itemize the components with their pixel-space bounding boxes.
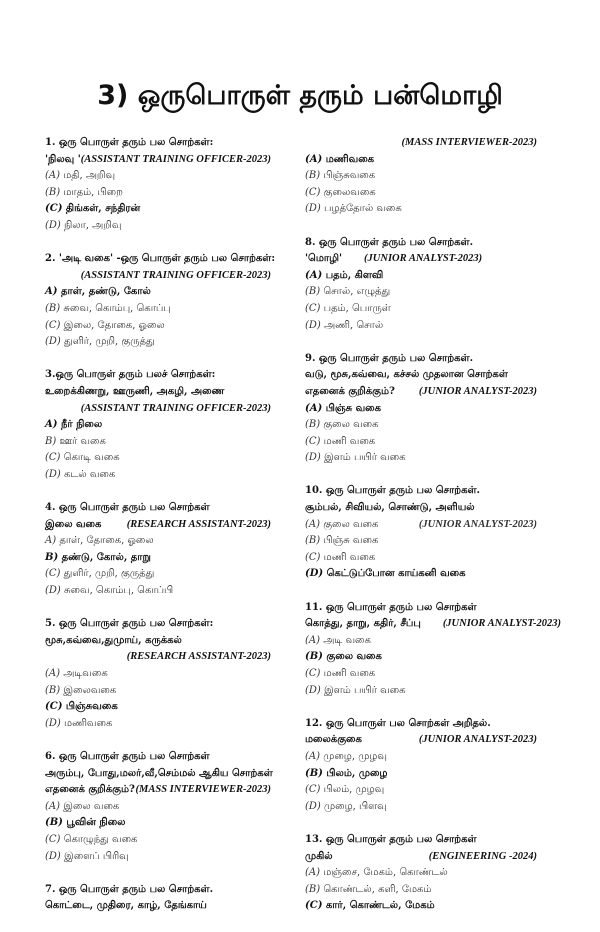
option-text: கடல் வகை — [64, 468, 116, 480]
option-letter: (A) — [45, 800, 61, 812]
option — [305, 434, 537, 451]
correct-option — [45, 550, 271, 567]
option-text: மணி வகை — [323, 551, 376, 563]
option-letter: (C) — [305, 551, 321, 563]
option — [45, 583, 271, 600]
correct-option — [305, 401, 537, 418]
exam-tag: (JUNIOR ANALYST-2023) — [364, 253, 483, 265]
correct-option — [45, 417, 271, 434]
correct-option — [305, 766, 537, 783]
option-letter: (D) — [305, 319, 321, 331]
question-text: இலை வகை — [45, 518, 102, 530]
option-letter: (A) — [305, 867, 321, 879]
option-letter: A) — [45, 535, 57, 547]
option-letter: (B) — [45, 817, 63, 829]
question-line — [45, 268, 271, 285]
exam-tag: (MASS INTERVIEWER-2023) — [135, 784, 271, 796]
option-text: பதம், கிளவி — [325, 269, 384, 281]
question-block — [45, 367, 271, 483]
question-text: அரும்பு, போது,மலர்,வீ,செம்மல் ஆகிய சொற்கள் — [45, 767, 273, 779]
question-block — [305, 600, 561, 700]
option-text: கொழுந்து வகை — [63, 833, 138, 845]
question-block — [45, 135, 271, 235]
option-text: இளம் பயிர் வகை — [324, 684, 406, 696]
option — [305, 882, 537, 899]
option-text: சொல், எழுத்து — [323, 286, 391, 298]
option-text: திங்கள், சந்திரன் — [65, 203, 141, 215]
option — [45, 185, 271, 202]
option-text: பிலம், முழவு — [323, 784, 385, 796]
option-text: மாதம், பிறை — [63, 186, 123, 198]
question-line — [305, 351, 537, 368]
question-line — [305, 235, 537, 252]
question-line — [305, 367, 537, 384]
question-line — [45, 401, 271, 418]
question-text: 11. ஒரு பொருள் தரும் பல சொற்கள் — [305, 601, 477, 613]
option-text: பிஞ்சு வகை — [323, 535, 379, 547]
option — [305, 533, 537, 550]
exam-tag: (JUNIOR ANALYST-2023) — [418, 518, 537, 530]
option-text: அடிவகை — [63, 668, 108, 679]
option-text: கார், கொண்டல், மேகம் — [325, 900, 435, 912]
question-text: எதனைக் குறிக்கும்? — [305, 385, 395, 397]
option-letter: (A) — [305, 750, 321, 762]
option — [305, 782, 537, 799]
option — [305, 749, 537, 766]
question-line — [45, 251, 276, 268]
question-block — [305, 235, 537, 335]
option-letter: (C) — [45, 701, 63, 713]
option-text: மணிவகை — [64, 717, 113, 729]
option-text: இளைப் பிரிவு — [64, 850, 129, 862]
option — [45, 832, 271, 849]
option-text: துளிர், முறி, குருத்து — [63, 568, 155, 580]
exam-tag: (ASSISTANT TRAINING OFFICER-2023) — [80, 269, 271, 281]
exam-tag: (RESEARCH ASSISTANT-2023) — [126, 518, 271, 530]
option-letter: (D) — [45, 219, 61, 231]
option-text: குலை வகை — [326, 651, 382, 663]
option-text: சுவை, கொம்பு, கொப்பி — [64, 585, 174, 597]
question-line — [305, 251, 537, 268]
option — [305, 301, 537, 318]
option-text: பழத்தோல் வகை — [324, 203, 402, 215]
option-text: கொடி வகை — [63, 452, 120, 464]
correct-option — [305, 566, 537, 583]
option-letter: (D) — [45, 850, 61, 862]
exam-tag: (MASS INTERVIEWER-2023) — [401, 137, 537, 148]
option — [45, 666, 271, 683]
option-letter: A) — [45, 286, 58, 298]
option-letter: B) — [45, 551, 59, 563]
question-line — [305, 732, 537, 749]
option-letter: (B) — [305, 286, 321, 298]
question-text: 12. ஒரு பொருள் பல சொற்கள் அறிதல். — [305, 717, 491, 729]
option-letter: (C) — [305, 668, 321, 679]
option-letter: (A) — [305, 153, 323, 165]
exam-tag: (ENGINEERING -2024) — [428, 850, 537, 862]
option-text: பிஞ்சுவகை — [65, 701, 118, 713]
option — [45, 450, 271, 467]
option — [305, 666, 537, 683]
option-text: பூவின் நிலை — [66, 817, 126, 829]
option — [305, 185, 537, 202]
option-letter: (C) — [45, 568, 61, 580]
question-line — [45, 500, 271, 517]
option-letter: (C) — [305, 900, 323, 912]
question-text: 10. ஒரு பொருள் தரும் பல சொற்கள். — [305, 485, 481, 497]
option-letter: (D) — [45, 717, 61, 729]
exam-tag: (JUNIOR ANALYST-2023) — [418, 385, 537, 397]
question-line — [305, 616, 561, 633]
right-column — [305, 135, 561, 932]
correct-option — [45, 815, 271, 832]
question-text: முகில் — [305, 850, 333, 862]
option-text: பதம், பொருள் — [323, 302, 391, 314]
option-text: இலை, தோகை, ஓலை — [63, 319, 165, 331]
question-text: 'நிலவு ' — [45, 153, 81, 165]
question-block — [305, 351, 537, 467]
option — [45, 566, 271, 583]
question-block — [45, 882, 271, 915]
option-letter: (A) — [305, 518, 321, 530]
question-text: உறைக்கிணறு, ஊருணி, அகழி, அணை — [45, 385, 225, 397]
left-column — [45, 135, 276, 932]
option-letter: (D) — [305, 800, 321, 812]
option-letter: (D) — [45, 336, 61, 348]
question-line — [305, 600, 537, 617]
option-letter: (B) — [305, 535, 321, 547]
question-block — [305, 135, 537, 218]
option-text: மஞ்சை, மேகம், கொண்டல் — [323, 867, 448, 879]
question-line — [45, 633, 271, 650]
option-letter: (D) — [45, 585, 61, 597]
option-letter: (D) — [305, 203, 321, 215]
option-letter: (B) — [305, 651, 323, 663]
option-text: தாள், தண்டு, கோல் — [60, 286, 151, 298]
option-letter: (A) — [305, 402, 323, 414]
option-text: முழை, பிளவு — [324, 800, 387, 812]
option — [45, 533, 271, 550]
option-text: தண்டு, கோல், தாறு — [61, 551, 151, 563]
option — [305, 517, 537, 534]
option — [45, 168, 271, 185]
question-line — [45, 749, 271, 766]
option-letter: (B) — [305, 883, 321, 895]
correct-option — [305, 268, 537, 285]
option — [45, 218, 271, 235]
question-text: 6. ஒரு பொருள் தரும் பல சொற்கள் — [45, 750, 210, 762]
option — [305, 417, 537, 434]
question-text: மலைக்குகை — [305, 734, 362, 746]
option-letter: (D) — [305, 568, 324, 580]
option-letter: (B) — [305, 419, 321, 431]
question-block — [45, 616, 271, 732]
option-text: மணிவகை — [325, 153, 375, 165]
option — [45, 334, 271, 351]
option-text: தாள், தோகை, ஓலை — [59, 535, 154, 547]
correct-option — [45, 699, 271, 716]
option-text: இலைவகை — [63, 684, 117, 696]
question-text: சூம்பல், சிவியல், சொண்டு, அளியல் — [305, 502, 475, 514]
option-letter: (A) — [305, 269, 323, 281]
option — [305, 865, 537, 882]
option — [45, 716, 271, 733]
question-block — [45, 251, 276, 351]
question-block — [45, 749, 271, 865]
option — [305, 284, 537, 301]
option — [305, 799, 537, 816]
option — [45, 467, 271, 484]
question-line — [305, 849, 537, 866]
question-text: வடு, மூசு,கவ்வை, கச்சல் முதலான சொற்கள் — [305, 369, 508, 381]
option-text: மணி வகை — [323, 668, 376, 679]
option-text: கெட்டுப்போன காய்கனி வகை — [326, 568, 466, 580]
option-letter: (C) — [305, 186, 321, 198]
option-letter: (D) — [305, 684, 321, 696]
exam-tag: (JUNIOR ANALYST-2023) — [442, 618, 561, 630]
option-letter: (A) — [45, 170, 61, 182]
question-text: 2. 'அடி வகை' -ஒரு பொருள் தரும் பல சொற்கள்: — [45, 253, 276, 265]
option-text: இளம் பயிர் வகை — [324, 452, 406, 464]
option — [305, 683, 537, 700]
question-line — [45, 616, 271, 633]
exam-tag: (JUNIOR ANALYST-2023) — [418, 734, 537, 746]
option-letter: (C) — [45, 452, 61, 464]
correct-option — [305, 898, 537, 915]
question-text: 4. ஒரு பொருள் தரும் பல சொற்கள் — [45, 502, 210, 514]
option — [45, 799, 271, 816]
option — [45, 301, 271, 318]
option-text: ஊர் வகை — [59, 435, 106, 447]
exam-tag: (RESEARCH ASSISTANT-2023) — [126, 651, 271, 663]
question-line — [45, 367, 271, 384]
option-text: பிஞ்சு வகை — [325, 402, 382, 414]
option-text: அடி வகை — [323, 634, 371, 646]
question-block — [305, 483, 537, 583]
question-line — [45, 898, 271, 915]
correct-option — [45, 284, 271, 301]
question-line — [305, 384, 537, 401]
option-text: குலைவகை — [323, 186, 376, 198]
option-letter: (C) — [45, 319, 61, 331]
question-line — [45, 882, 271, 899]
question-text: 13. ஒரு பொருள் தரும் பல சொற்கள் — [305, 833, 477, 845]
option-text: குலை வகை — [323, 518, 379, 530]
option-text: பிஞ்சுவகை — [323, 170, 376, 182]
question-text: 1. ஒரு பொருள் தரும் பல சொற்கள்: — [45, 137, 214, 148]
option-letter: (B) — [305, 170, 321, 182]
question-line — [305, 500, 537, 517]
option-letter: (B) — [305, 767, 323, 779]
option-letter: (A) — [45, 668, 61, 679]
option-text: துளிர், முறி, குருத்து — [64, 336, 155, 348]
option-text: பிலம், முழை — [326, 767, 388, 779]
option-text: அணி, சொல் — [324, 319, 384, 331]
question-text: 7. ஒரு பொருள் தரும் பல சொற்கள். — [45, 883, 214, 895]
question-block — [305, 716, 537, 816]
question-line — [45, 766, 271, 783]
question-text: 8. ஒரு பொருள் தரும் பல சொற்கள். — [305, 236, 474, 248]
question-line — [45, 649, 271, 666]
question-line — [45, 135, 271, 152]
option-text: நிலா, அறிவு — [64, 219, 122, 231]
option-letter: (C) — [305, 784, 321, 796]
question-text: எதனைக் குறிக்கும்? — [45, 784, 135, 796]
page-title: 3) ஒருபொருள் தரும் பன்மொழி — [97, 80, 503, 111]
question-line — [305, 135, 537, 152]
option-letter: A) — [45, 419, 58, 431]
question-line — [45, 517, 271, 534]
exam-tag: (ASSISTANT TRAINING OFFICER-2023) — [80, 402, 271, 414]
option-text: சுவை, கொம்பு, கொப்பு — [63, 302, 171, 314]
question-text: மூசு,கவ்வை,துமுாய், கருக்கல் — [45, 634, 182, 646]
option-letter: (D) — [305, 452, 321, 464]
option-text: இலை வகை — [63, 800, 120, 812]
question-text: 'மொழி' — [305, 253, 343, 265]
question-line — [305, 832, 537, 849]
option-letter: (C) — [45, 833, 61, 845]
option-text: நீர் நிலை — [60, 419, 103, 431]
correct-option — [305, 152, 537, 169]
question-block — [305, 832, 537, 915]
option-text: கொண்டல், களி, மேகம் — [323, 883, 432, 895]
option-letter: (B) — [45, 302, 61, 314]
option-letter: B) — [45, 435, 57, 447]
question-text: கொத்து, தாறு, கதிர், சீப்பு — [305, 618, 421, 630]
option — [305, 450, 537, 467]
option-text: மதி, அறிவு — [63, 170, 116, 182]
option-text: குலை வகை — [323, 419, 379, 431]
correct-option — [45, 201, 271, 218]
option — [45, 318, 271, 335]
question-line — [45, 782, 271, 799]
option-text: முழை, முழவு — [323, 750, 387, 762]
correct-option — [305, 649, 537, 666]
option — [305, 168, 537, 185]
option-text: மணி வகை — [323, 435, 376, 447]
question-line — [305, 483, 537, 500]
option — [45, 434, 271, 451]
question-text: 5. ஒரு பொருள் தரும் பல சொற்கள்: — [45, 618, 214, 630]
question-line — [45, 384, 271, 401]
option-letter: (B) — [45, 186, 61, 198]
option-letter: (B) — [45, 684, 61, 696]
exam-tag: (ASSISTANT TRAINING OFFICER-2023) — [80, 153, 271, 165]
option-letter: (C) — [305, 302, 321, 314]
option — [305, 550, 537, 567]
option — [45, 849, 271, 866]
question-line — [305, 716, 537, 733]
question-text: 3.ஒரு பொருள் தரும் பலச் சொற்கள்: — [45, 369, 216, 381]
option-letter: (D) — [45, 468, 61, 480]
question-text: கொட்டை, முதிரை, காழ், தேங்காய் — [45, 900, 207, 912]
question-block — [45, 500, 271, 600]
option — [305, 201, 537, 218]
option-letter: (C) — [305, 435, 321, 447]
option — [305, 318, 537, 335]
option — [305, 633, 537, 650]
option-letter: (C) — [45, 203, 63, 215]
question-text: 9. ஒரு பொருள் தரும் பல சொற்கள். — [305, 352, 474, 364]
question-line — [45, 152, 271, 169]
option — [45, 683, 271, 700]
option-letter: (A) — [305, 634, 321, 646]
